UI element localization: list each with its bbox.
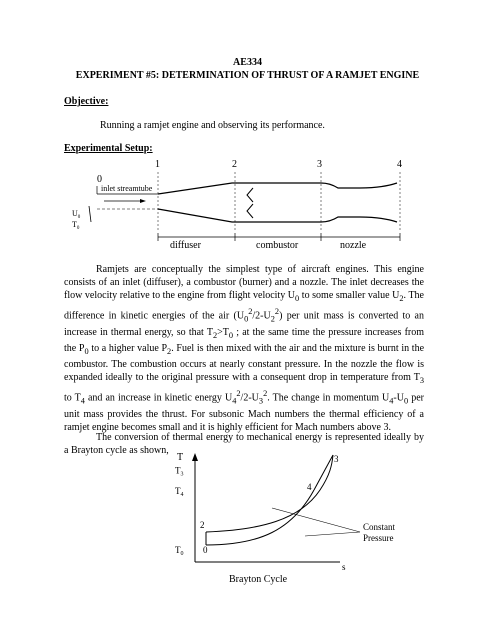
tick-t3: $T_3$	[175, 465, 184, 478]
point-label-4: 4	[307, 482, 312, 492]
t-axis-label: T	[177, 452, 184, 463]
heat-addition-curve	[206, 455, 333, 532]
point-label-0: 0	[203, 545, 208, 555]
engine-upper-wall	[158, 183, 397, 194]
section-label-diffuser: diffuser	[170, 240, 201, 250]
tick-t0: $T_0$	[175, 545, 184, 557]
flame-holder-lower	[247, 204, 253, 218]
s-axis-label: s	[342, 562, 346, 572]
freestream-velocity: $U_0$	[72, 209, 81, 220]
section-label-nozzle: nozzle	[340, 240, 367, 250]
flow-arrow-head	[140, 199, 146, 203]
flame-holder-upper	[247, 188, 253, 202]
ramjet-description-paragraph: Ramjets are conceptually the simplest type of aircraft engines. This engine consists of an inlet (diffuser), a combustor (burner) and a nozzle. The inlet decreases the flow velocity relative to the engine from flight velocity $U_0$ to some smaller value $U_2$. The difference in kinetic energies of the air $(U_0^2/2-U_2^2)$ per unit mass is converted to an increase in thermal energy, so that $T_2>T_0$ ; at the same time the pressure increases from the $P_0$ to a higher value $P_2$. Fuel is then mixed with the air and the mixture is burnt in the combustor. The combustion occurs at nearly constant pressure. In the nozzle the flow is expanded ideally to the original pressure with a consequent drop in temperature from $T_3$ to $T_4$ and an increase in kinetic energy $U_4^2/2-U_3^2$. The change in momentum $U_4-U_0$ per unit mass provides the thrust. For subsonic Mach numbers the thermal efficiency of a ramjet engine becomes small and it is highly efficient for Mach numbers above 3.	[64, 264, 425, 433]
annotation-leader-upper	[272, 508, 360, 532]
document-title: EXPERIMENT #5: DETERMINATION OF THRUST OF A RAMJET ENGINE	[75, 70, 420, 81]
point-label-3: 3	[334, 454, 339, 464]
point-label-2: 2	[200, 520, 205, 530]
station-label-0: 0	[97, 174, 102, 185]
streamtube-label: inlet streamtube	[101, 184, 153, 193]
annotation-pressure: Pressure	[363, 533, 394, 543]
station-label-2: 2	[232, 159, 237, 170]
t-axis-arrow-icon	[192, 453, 198, 461]
brayton-cycle-diagram	[0, 450, 495, 590]
station-label-4: 4	[397, 159, 402, 170]
annotation-constant: Constant	[363, 522, 396, 532]
heat-rejection-curve	[206, 490, 314, 545]
section-label-combustor: combustor	[256, 240, 299, 250]
freestream-temperature: $T_0$	[72, 220, 80, 231]
brayton-intro-paragraph: The conversion of thermal energy to mechanical energy is represented ideally by a Brayton cycle as shown,	[64, 432, 424, 457]
course-code: AE334	[233, 57, 262, 68]
objective-text: Running a ramjet engine and observing its performance.	[100, 120, 325, 131]
freestream-marker	[89, 206, 91, 222]
tick-t4: $T_4$	[175, 486, 184, 498]
annotation-leader-lower	[305, 532, 360, 536]
brayton-caption: Brayton Cycle	[229, 574, 288, 585]
station-label-1: 1	[155, 159, 160, 170]
ramjet-diagram	[0, 150, 495, 250]
objective-heading: Objective:	[64, 96, 109, 107]
station-label-3: 3	[317, 159, 322, 170]
engine-lower-wall	[158, 209, 397, 222]
setup-heading: Experimental Setup:	[64, 143, 153, 154]
